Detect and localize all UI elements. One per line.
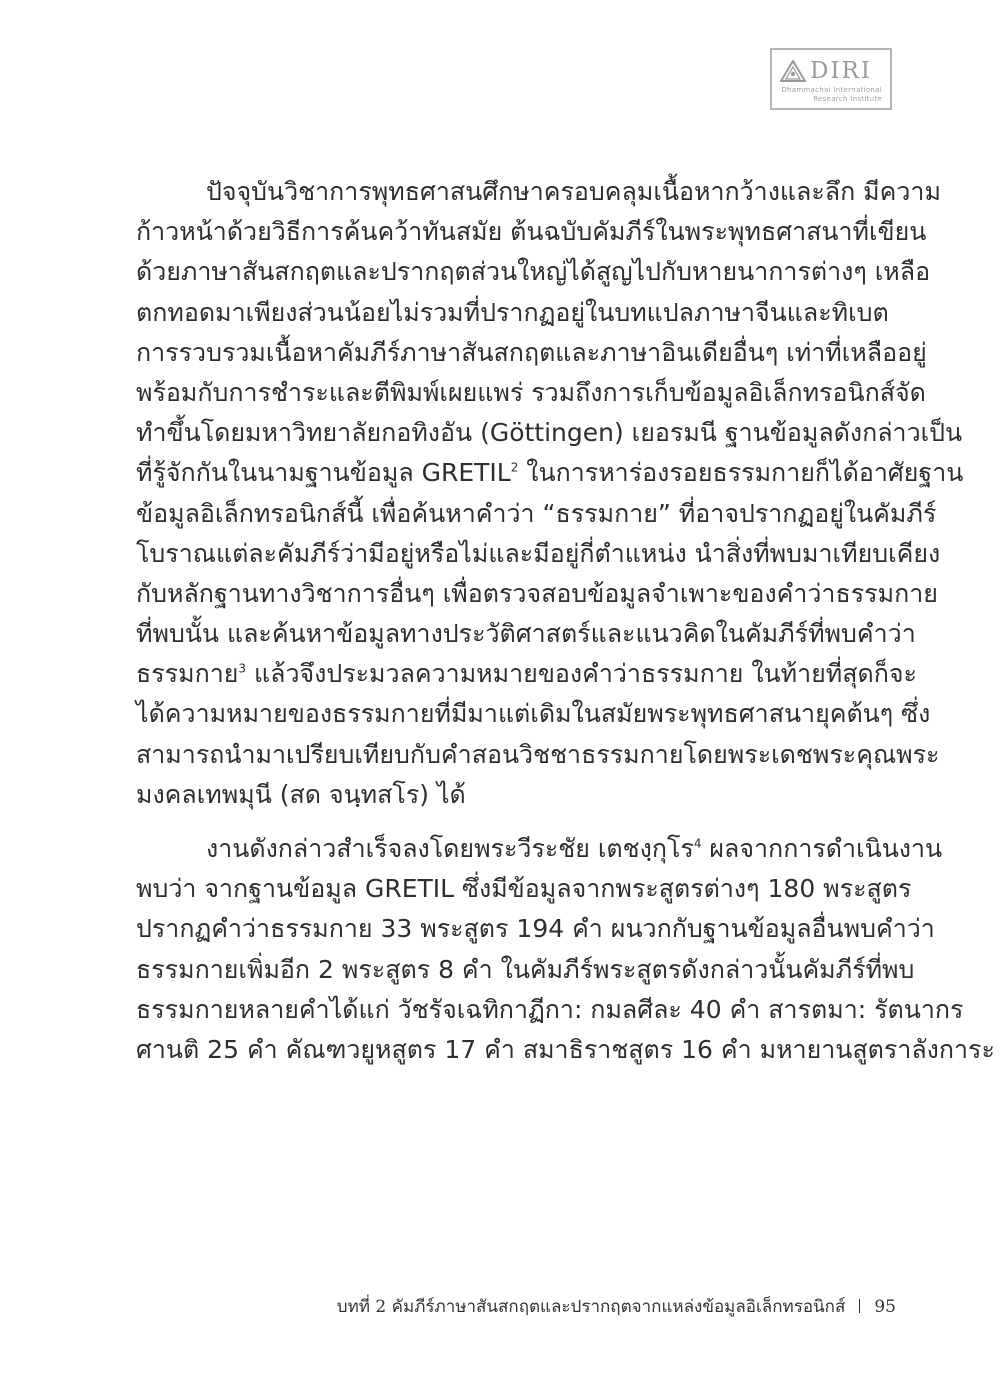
paragraph-line: ข้อมูลอิเล็กทรอนิกส์นี้ เพื่อค้นหาคำว่า “ธรรมกาย” ที่อาจปรากฏอยู่ในคัมภีร์ (136, 498, 937, 528)
paragraph-line (136, 829, 943, 869)
paragraph-gap (136, 815, 896, 829)
paragraph-line: ด้วยภาษาสันสกฤตและปรากฤตส่วนใหญ่ได้สูญไปกับหายนาการต่างๆ เหลือ (136, 257, 931, 287)
footer-divider (859, 1299, 860, 1313)
paragraph-line: กับหลักฐานทางวิชาการอื่นๆ เพื่อตรวจสอบข้อมูลจำเพาะของคำว่าธรรมกาย (136, 578, 938, 608)
logo-subtitle-1: Dhammachai International (781, 86, 882, 94)
paragraph-line: ธรรมกายเพิ่มอีก 2 พระสูตร 8 คำ ในคัมภีร์พระสูตรดังกล่าวนั้นคัมภีร์ที่พบ (136, 954, 915, 984)
paragraph-line: ธรรมกายหลายคำได้แก่ วัชรัจเฉทิกาฏีกา: กมลศีละ 40 คำ สารตมา: รัตนากร (136, 994, 964, 1024)
paragraph-line: ก้าวหน้าด้วยวิธีการค้นคว้าทันสมัย ต้นฉบับคัมภีร์ในพระพุทธศาสนาที่เขียน (136, 217, 927, 247)
paragraph-line: ปรากฏคำว่าธรรมกาย 33 พระสูตร 194 คำ ผนวกกับฐานข้อมูลอื่นพบคำว่า (136, 914, 935, 944)
line-text: ธรรมกาย (136, 659, 239, 689)
chapter-title: บทที่ 2 คัมภีร์ภาษาสันสกฤตและปรากฤตจากแหล่งข้อมูลอิเล็กทรอนิกส์ (336, 1297, 846, 1317)
footnote-marker-2[interactable]: 2 (510, 460, 519, 475)
paragraph-line: ที่พบนั้น และค้นหาข้อมูลทางประวัติศาสตร์และแนวคิดในคัมภีร์ที่พบคำว่า (136, 619, 916, 649)
page-number: 95 (874, 1297, 896, 1317)
paragraph-line: ตกทอดมาเพียงส่วนน้อยไม่รวมที่ปรากฏอยู่ในบทแปลภาษาจีนและทิเบต (136, 297, 889, 327)
main-body-text (136, 172, 995, 1070)
paragraph-line (136, 654, 917, 694)
triangle-emblem-icon (780, 60, 806, 82)
paragraph-line: สามารถนำมาเปรียบเทียบกับคำสอนวิชชาธรรมกายโดยพระเดชพระคุณพระ (136, 739, 940, 769)
paragraph-line: มงคลเทพมุนี (สด จนฺทสโร) ได้ (136, 779, 466, 809)
paragraph-line: การรวบรวมเนื้อหาคัมภีร์ภาษาสันสกฤตและภาษาอินเดียอื่นๆ เท่าที่เหลืออยู่ (136, 337, 927, 367)
page-footer (300, 1293, 896, 1320)
line-text: งานดังกล่าวสำเร็จลงโดยพระวีระชัย เตชงฺกุโร (206, 834, 694, 863)
diri-logo (770, 48, 892, 110)
footnote-marker-3[interactable]: 3 (238, 661, 247, 676)
paragraph-line: โบราณแต่ละคัมภีร์ว่ามีอยู่หรือไม่และมีอยู่กี่ตำแหน่ง นำสิ่งที่พบมาเทียบเคียง (136, 538, 941, 568)
logo-name: DIRI (810, 57, 872, 84)
paragraph-1 (136, 172, 964, 815)
paragraph-line: ปัจจุบันวิชาการพุทธศาสนศึกษาครอบคลุมเนื้อหากว้างและลึก มีความ (206, 177, 941, 206)
paragraph-line: พร้อมกับการชำระและตีพิมพ์เผยแพร่ รวมถึงการเก็บข้อมูลอิเล็กทรอนิกส์จัด (136, 377, 926, 407)
paragraph-line: ศานติ 25 คำ คัณฑวยูหสูตร 17 คำ สมาธิราชสูตร 16 คำ มหายานสูตราลังการะ (136, 1034, 995, 1064)
logo-mark-row (780, 56, 884, 86)
line-text: ที่รู้จักกันในนามฐานข้อมูล GRETIL (136, 458, 511, 488)
line-text: ในการหาร่องรอยธรรมกายก็ได้อาศัยฐาน (518, 458, 964, 488)
paragraph-line: ได้ความหมายของธรรมกายที่มีมาแต่เดิมในสมัยพระพุทธศาสนายุคต้นๆ ซึ่ง (136, 699, 931, 729)
line-text: ผลจากการดำเนินงาน (701, 834, 943, 863)
paragraph-2 (136, 829, 995, 1070)
line-text: แล้วจึงประมวลความหมายของคำว่าธรรมกาย ในท้ายที่สุดก็จะ (246, 659, 917, 689)
logo-subtitle-2: Research Institute (813, 95, 882, 103)
paragraph-line (136, 453, 964, 493)
paragraph-line: พบว่า จากฐานข้อมูล GRETIL ซึ่งมีข้อมูลจากพระสูตรต่างๆ 180 พระสูตร (136, 874, 912, 904)
paragraph-line: ทำขึ้นโดยมหาวิทยาลัยกอทิงอัน (Göttingen) เยอรมนี ฐานข้อมูลดังกล่าวเป็น (136, 418, 963, 448)
footnote-marker-4[interactable]: 4 (693, 836, 702, 851)
